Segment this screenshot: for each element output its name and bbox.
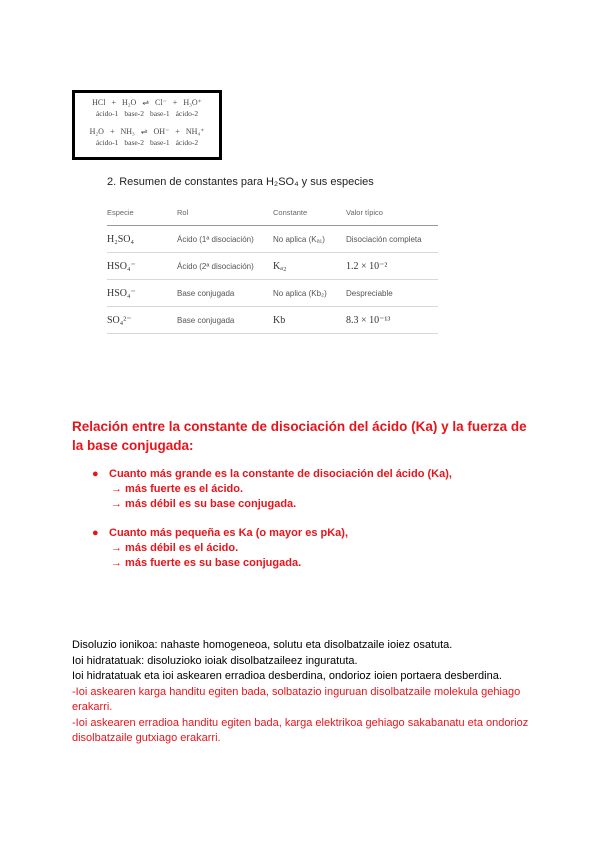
bullet-line: Cuanto más pequeña es Ka (o mayor es pKa), [109,527,349,539]
bullet-subline: → más fuerte es el ácido. [111,483,244,495]
plus-sign: + [111,98,116,107]
table-cell: No aplica (Kₐ₁) [273,234,325,244]
table-row [107,253,438,280]
relation-heading: Relación entre la constante de disociación del ácido (Ka) y la fuerza de la base conjugada: [72,419,527,453]
role-label: base-1 [150,138,170,147]
species: Cl⁻ [155,98,167,107]
plus-sign: + [109,127,115,136]
text-line: -Ioi askearen karga handitu egiten bada, solbatazio inguruan disolbatzaile molekula gehiago erakarri. [72,685,521,713]
text-line: Ioi hidratatuak eta ioi askearen erradioa desberdina, ondorioz ioien portaera desberdina. [72,670,502,682]
species: HCl [92,98,106,107]
bullet-item [92,526,349,571]
table-row [107,226,438,253]
table-cell: Base conjugada [177,288,235,298]
table-cell: Base conjugada [177,315,235,325]
reaction-box [72,90,222,160]
table-cell: Kb [273,314,286,326]
species: H₃O⁺ [183,98,202,107]
species: H₂O [89,127,104,136]
table-cell: Ácido (1ª disociación) [177,234,254,244]
table-row [107,280,438,307]
summary-table [107,199,438,334]
reaction-equation-1 [75,98,219,107]
column-header: Rol [177,207,189,217]
role-label: base-2 [124,109,144,118]
species: NH₄⁺ [185,127,205,136]
role-label: ácido-1 [95,138,119,147]
equilibrium-arrow: ⇌ [140,127,148,136]
role-label: ácido-2 [175,109,199,118]
equilibrium-arrow: ⇌ [142,98,150,107]
species: H₂O [121,98,137,107]
species: OH⁻ [153,127,170,136]
bullet-icon: ● [92,527,99,539]
bullet-subline: → más fuerte es su base conjugada. [111,557,302,569]
table-header-row [107,199,438,226]
bullet-subline: → más débil es el ácido. [111,542,239,554]
role-label: base-2 [124,138,144,147]
table-cell: No aplica (Kb₂) [273,288,327,298]
text-line: Disoluzio ionikoa: nahaste homogeneoa, solutu eta disolbatzaile ioiez osatuta. [72,639,453,651]
summary-heading: 2. Resumen de constantes para H₂SO₄ y sus especies [107,176,374,188]
bullet-line: Cuanto más grande es la constante de disociación del ácido (Ka), [109,468,452,480]
species: NH₃ [120,127,135,136]
table-cell: H₂SO₄ [107,233,134,245]
bullet-icon: ● [92,468,99,480]
bullet-item [92,467,452,512]
table-cell: Disociación completa [346,234,422,244]
column-header: Valor típico [346,207,383,217]
reaction-labels-1 [75,109,219,118]
column-header: Constante [273,207,308,217]
table-cell: 1.2 × 10⁻² [346,260,388,272]
table-cell: SO₄²⁻ [107,314,132,326]
table-cell: HSO₄⁻ [107,287,136,299]
table-row [107,307,438,334]
plus-sign: + [175,127,180,136]
reaction-labels-2 [75,138,219,147]
text-line: Ioi hidratatuak: disoluzioko ioiak disolbatzaileez inguratuta. [72,654,358,667]
column-header: Especie [107,207,134,217]
role-label: ácido-2 [175,138,199,147]
table-cell: Ácido (2ª disociación) [177,261,254,271]
text-line: -Ioi askearen erradioa handitu egiten bada, karga elektrikoa gehiago sakabanatu eta ondorioz disolbatzaile gutxiago erakarri. [72,716,529,744]
role-label: base-1 [150,109,170,118]
table-cell: 8.3 × 10⁻¹³ [346,314,391,326]
role-label: ácido-1 [95,109,119,118]
plus-sign: + [172,98,178,107]
table-cell: HSO₄⁻ [107,260,136,272]
table-cell: Kₐ₂ [273,260,287,272]
bullet-subline: → más débil es su base conjugada. [111,498,297,510]
reaction-equation-2 [75,127,219,136]
basque-notes [72,638,542,747]
table-cell: Despreciable [346,288,393,298]
